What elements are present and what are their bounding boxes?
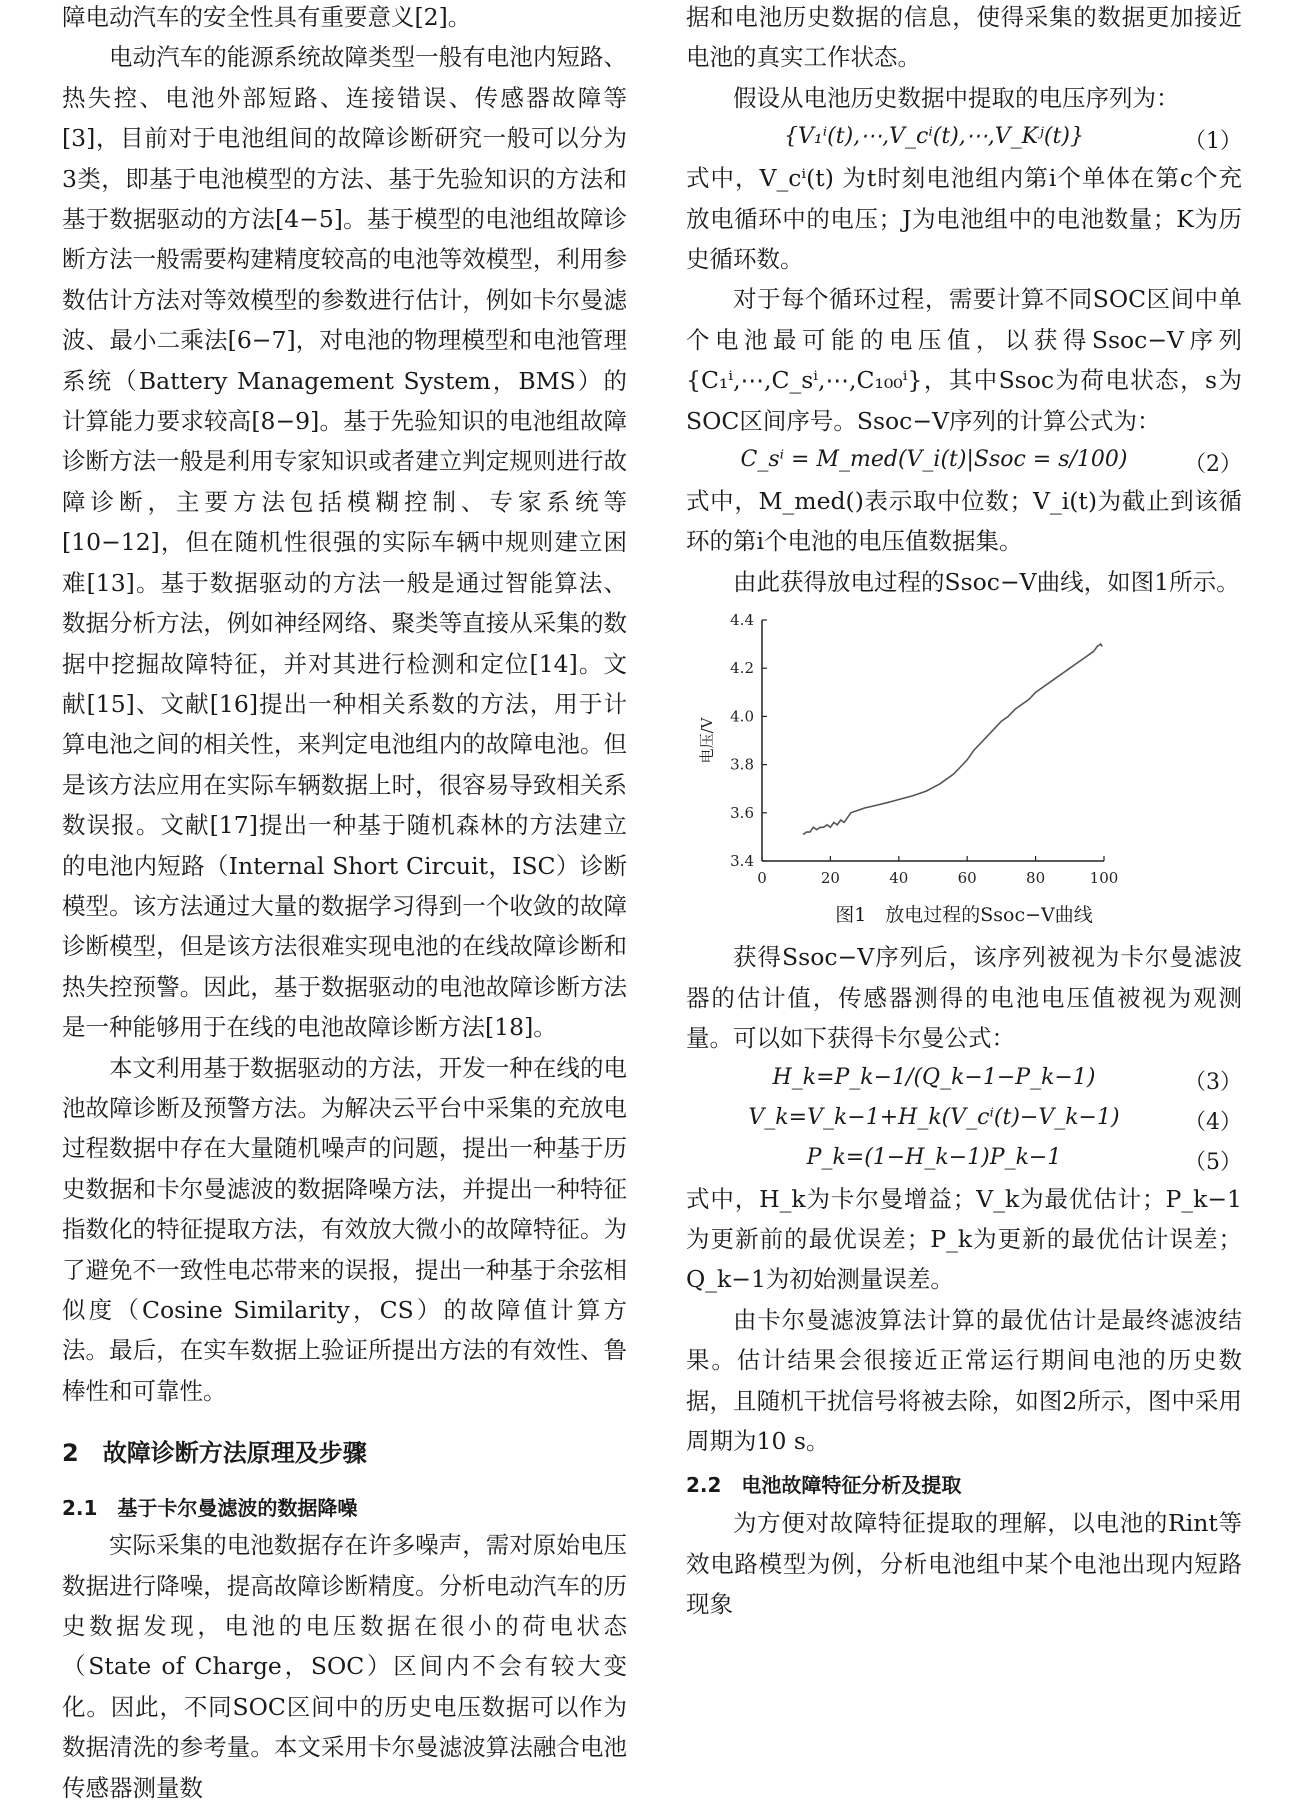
right-paragraph-1: 据和电池历史数据的信息，使得采集的数据更加接近电池的真实工作状态。 [686,3,1242,72]
series-line-0 [803,644,1102,834]
x-tick-label-1: 20 [820,869,840,888]
equation-2-number: （2） [1184,452,1242,478]
left-column [62,0,627,1808]
figure-1-chart [686,608,1242,893]
subsection-heading-2-1: 2.1 基于卡尔曼滤波的数据降噪 [62,1496,358,1521]
y-tick-label-3: 4.0 [730,707,754,726]
equation-4-number: （4） [1184,1109,1242,1135]
equation-5 [686,1139,1242,1179]
y-axis-label: 电压/V [698,717,716,764]
right-paragraph-5: 式中，M_med()表示取中位数；V_i(t)为截止到该循环的第i个电池的电压值数据集。 [686,487,1242,556]
equation-2-body: C_sⁱ = M_med(V_i(t)|Ssoc = s/100) [740,447,1128,473]
equation-5-number: （5） [1184,1149,1242,1175]
equation-1-number: （1） [1184,129,1242,155]
x-tick-label-5: 100 [1089,869,1119,888]
equation-3 [686,1059,1242,1099]
left-paragraph-4: 实际采集的电池数据存在许多噪声，需对原始电压数据进行降噪，提高故障诊断精度。分析电动汽车的历史数据发现，电池的电压数据在很小的荷电状态（State of Charge，SOC）区间内不会有较大变化。因此，不同SOC区间中的历史电压数据可以作为数据清洗的参考量。本文采用卡尔曼滤波算法融合电池传感器测量数 [62,1531,627,1802]
y-tick-label-5: 4.4 [730,611,754,630]
right-paragraph-10: 为方便对故障特征提取的理解，以电池的Rint等效电路模型为例，分析电池组中某个电池出现内短路现象 [686,1509,1242,1619]
equation-4-body: V_k=V_k−1+H_k(V_cⁱ(t)−V_k−1) [748,1104,1120,1130]
y-tick-label-1: 3.6 [730,804,754,823]
right-paragraph-8: 式中，H_k为卡尔曼增益；V_k为最优估计；P_k−1为更新前的最优误差；P_k为更新的最优估计误差；Q_k−1为初始测量误差。 [686,1184,1242,1294]
right-paragraph-2: 假设从电池历史数据中提取的电压序列为： [733,83,1180,112]
x-tick-label-0: 0 [757,869,767,888]
y-tick-label-4: 4.2 [730,659,754,678]
equation-3-number: （3） [1184,1069,1242,1095]
y-tick-label-2: 3.8 [730,755,754,774]
right-paragraph-7: 获得Ssoc−V序列后，该序列被视为卡尔曼滤波器的估计值，传感器测得的电池电压值被视为观测量。可以如下获得卡尔曼公式： [686,943,1242,1053]
x-tick-label-2: 40 [889,869,909,888]
equation-1-body: {V₁ⁱ(t),⋯,V_cⁱ(t),⋯,V_Kʲ(t)} [784,124,1084,150]
y-tick-label-0: 3.4 [730,852,754,871]
right-paragraph-3: 式中，V_cⁱ(t) 为t时刻电池组内第i个单体在第c个充放电循环中的电压；J为电池组中的电池数量；K为历史循环数。 [686,164,1242,274]
equation-4 [686,1099,1242,1139]
right-paragraph-9: 由卡尔曼滤波算法计算的最优估计是最终滤波结果。估计结果会很接近正常运行期间电池的历史数据，且随机干扰信号将被去除，如图2所示，图中采用周期为10 s。 [686,1305,1242,1455]
right-column [686,0,1242,1625]
left-paragraph-3: 本文利用基于数据驱动的方法，开发一种在线的电池故障诊断及预警方法。为解决云平台中采集的充放电过程数据中存在大量随机噪声的问题，提出一种基于历史数据和卡尔曼滤波的数据降噪方法，并提出一种特征指数化的特征提取方法，有效放大微小的故障特征。为了避免不一致性电芯带来的误报，提出一种基于余弦相似度（Cosine Similarity，CS）的故障值计算方法。最后，在实车数据上验证所提出方法的有效性、鲁棒性和可靠性。 [62,1053,627,1405]
equation-1 [686,118,1242,158]
section-heading-2: 2 故障诊断方法原理及步骤 [62,1439,367,1468]
figure-1-caption: 图1 放电过程的Ssoc−V曲线 [835,904,1093,927]
x-tick-label-4: 80 [1026,869,1046,888]
x-tick-label-3: 60 [957,869,977,888]
subsection-heading-2-2: 2.2 电池故障特征分析及提取 [686,1473,962,1498]
right-paragraph-4: 对于每个循环过程，需要计算不同SOC区间中单个电池最可能的电压值，以获得Ssoc−V序列{C₁ⁱ,⋯,C_sⁱ,⋯,C₁₀₀ⁱ}，其中Ssoc为荷电状态，s为SOC区间序号。Ssoc−V序列的计算公式为： [686,285,1242,435]
right-paragraph-6: 由此获得放电过程的Ssoc−V曲线，如图1所示。 [733,567,1240,596]
equation-3-body: H_k=P_k−1/(Q_k−1−P_k−1) [772,1064,1096,1090]
figure-1 [686,608,1242,893]
equation-5-body: P_k=(1−H_k−1)P_k−1 [806,1144,1062,1170]
equation-2 [686,441,1242,481]
left-paragraph-2: 电动汽车的能源系统故障类型一般有电池内短路、热失控、电池外部短路、连接错误、传感器故障等[3]，目前对于电池组间的故障诊断研究一般可以分为3类，即基于电池模型的方法、基于先验知识的方法和基于数据驱动的方法[4−5]。基于模型的电池组故障诊断方法一般需要构建精度较高的电池等效模型，利用参数估计方法对等效模型的参数进行估计，例如卡尔曼滤波、最小二乘法[6−7]，对电池的物理模型和电池管理系统（Battery Management System，BMS）的计算能力要求较高[8−9]。基于先验知识的电池组故障诊断方法一般是利用专家知识或者建立判定规则进行故障诊断，主要方法包括模糊控制、专家系统等[10−12]，但在随机性很强的实际车辆中规则建立困难[13]。基于数据驱动的方法一般是通过智能算法、数据分析方法，例如神经网络、聚类等直接从采集的数据中挖掘故障特征，并对其进行检测和定位[14]。文献[15]、文献[16]提出一种相关系数的方法，用于计算电池之间的相关性，来判定电池组内的故障电池。但是该方法应用在实际车辆数据上时，很容易导致相关系数误报。文献[17]提出一种基于随机森林的方法建立的电池内短路（Internal Short Circuit，ISC）诊断模型。该方法通过大量的数据学习得到一个收敛的故障诊断模型，但是该方法很难实现电池的在线故障诊断和热失控预警。因此，基于数据驱动的电池故障诊断方法是一种能够用于在线的电池故障诊断方法[18]。 [62,43,627,1042]
left-paragraph-1: 障电动汽车的安全性具有重要意义[2]。 [62,3,472,31]
